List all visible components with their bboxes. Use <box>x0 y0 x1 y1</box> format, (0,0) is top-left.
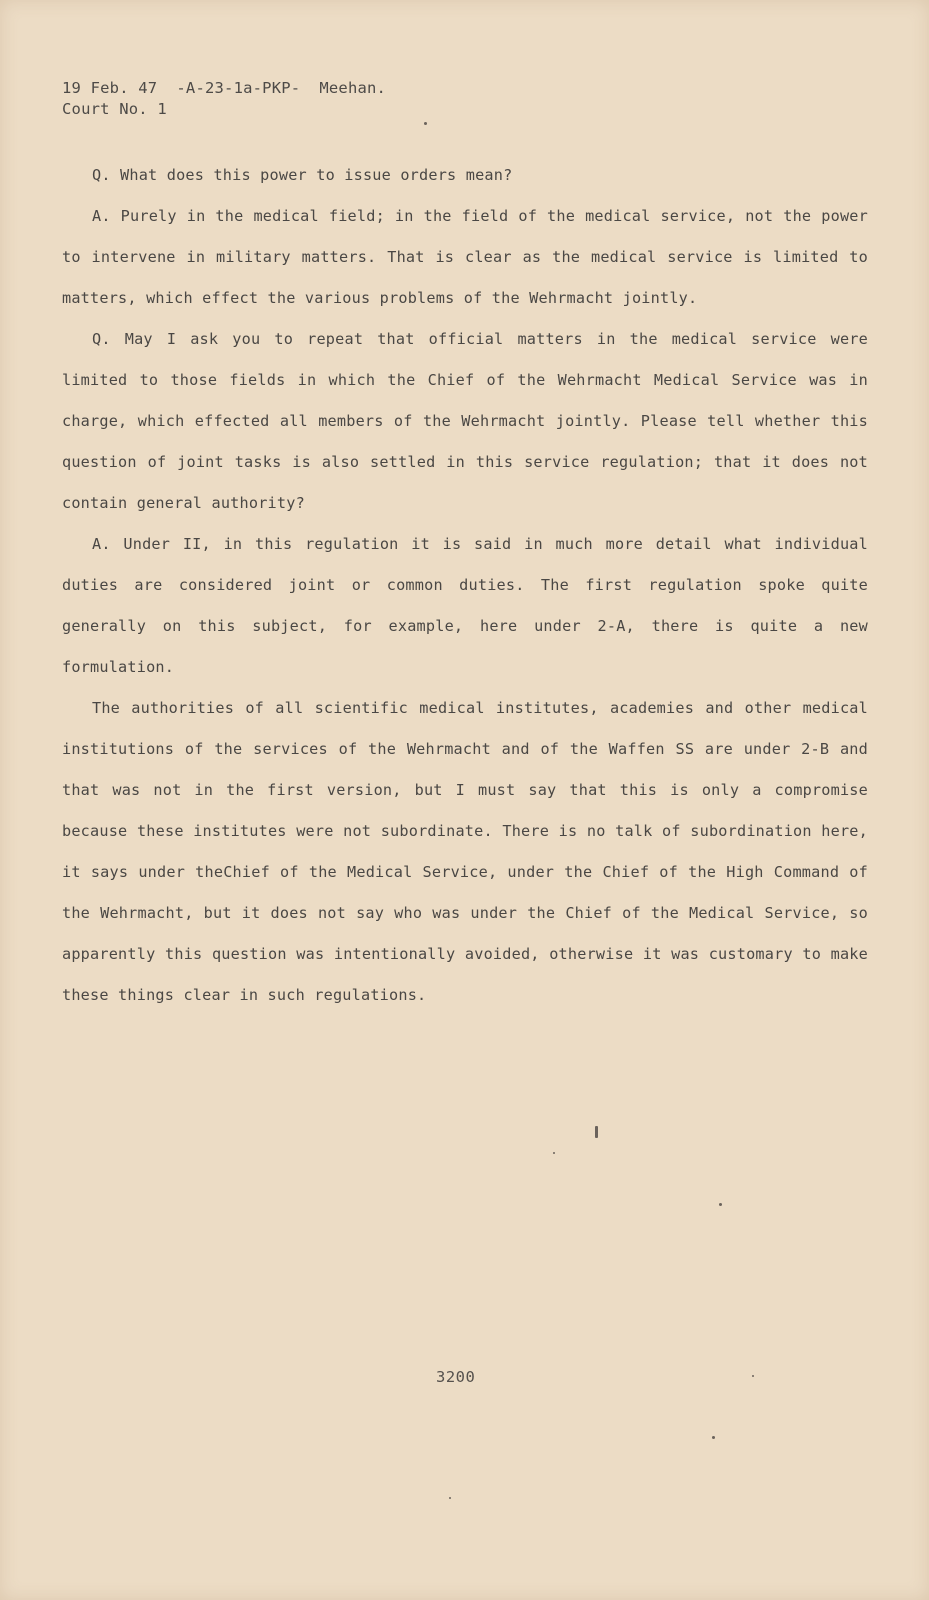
question-1: Q. What does this power to issue orders mean? <box>92 166 513 184</box>
page-number: 3200 <box>436 1368 476 1386</box>
answer-1: A. Purely in the medical field; in the field of the medical service, not the power to intervene in military matters. That is clear as the medical service is limited to matters, which effect the various problems of the Wehrmacht jointly. <box>62 207 868 307</box>
paper-speck <box>553 1152 555 1154</box>
header-line-date-reference: 19 Feb. 47 -A-23-1a-PKP- Meehan. <box>62 79 387 97</box>
answer-2-continued: The authorities of all scientific medical institutes, academies and other medical institutions of the services of the Wehrmacht and of the Waffen SS are under 2-B and that was not in the first version, but I must say that this is only a compromise because these institutes were not subordinate. There is no talk of subordination here, it says under theChief of the Medical Service, under the Chief of the High Command of the Wehrmacht, but it does not say who was under the Chief of the Medical Service, so apparently this question was intentionally avoided, otherwise it was customary to make these things clear in such regulations. <box>62 699 868 1004</box>
header-line-court: Court No. 1 <box>62 100 167 118</box>
answer-2: A. Under II, in this regulation it is said in much more detail what individual duties are considered joint or common duties. The first regulation spoke quite generally on this subject, for example, here under 2-A, there is quite a new formulation. <box>62 535 868 676</box>
document-header <box>62 78 386 120</box>
paper-speck <box>712 1436 715 1439</box>
paper-speck <box>424 122 427 125</box>
paper-speck <box>719 1203 722 1206</box>
paper-speck <box>595 1126 598 1138</box>
paper-speck <box>449 1497 451 1499</box>
question-2: Q. May I ask you to repeat that official matters in the medical service were limited to those fields in which the Chief of the Wehrmacht Medical Service was in charge, which effected all members of the Wehrmacht jointly. Please tell whether this question of joint tasks is also settled in this service regulation; that it does not contain general authority? <box>62 330 868 512</box>
paper-speck <box>752 1375 754 1377</box>
transcript-body <box>62 155 868 1016</box>
